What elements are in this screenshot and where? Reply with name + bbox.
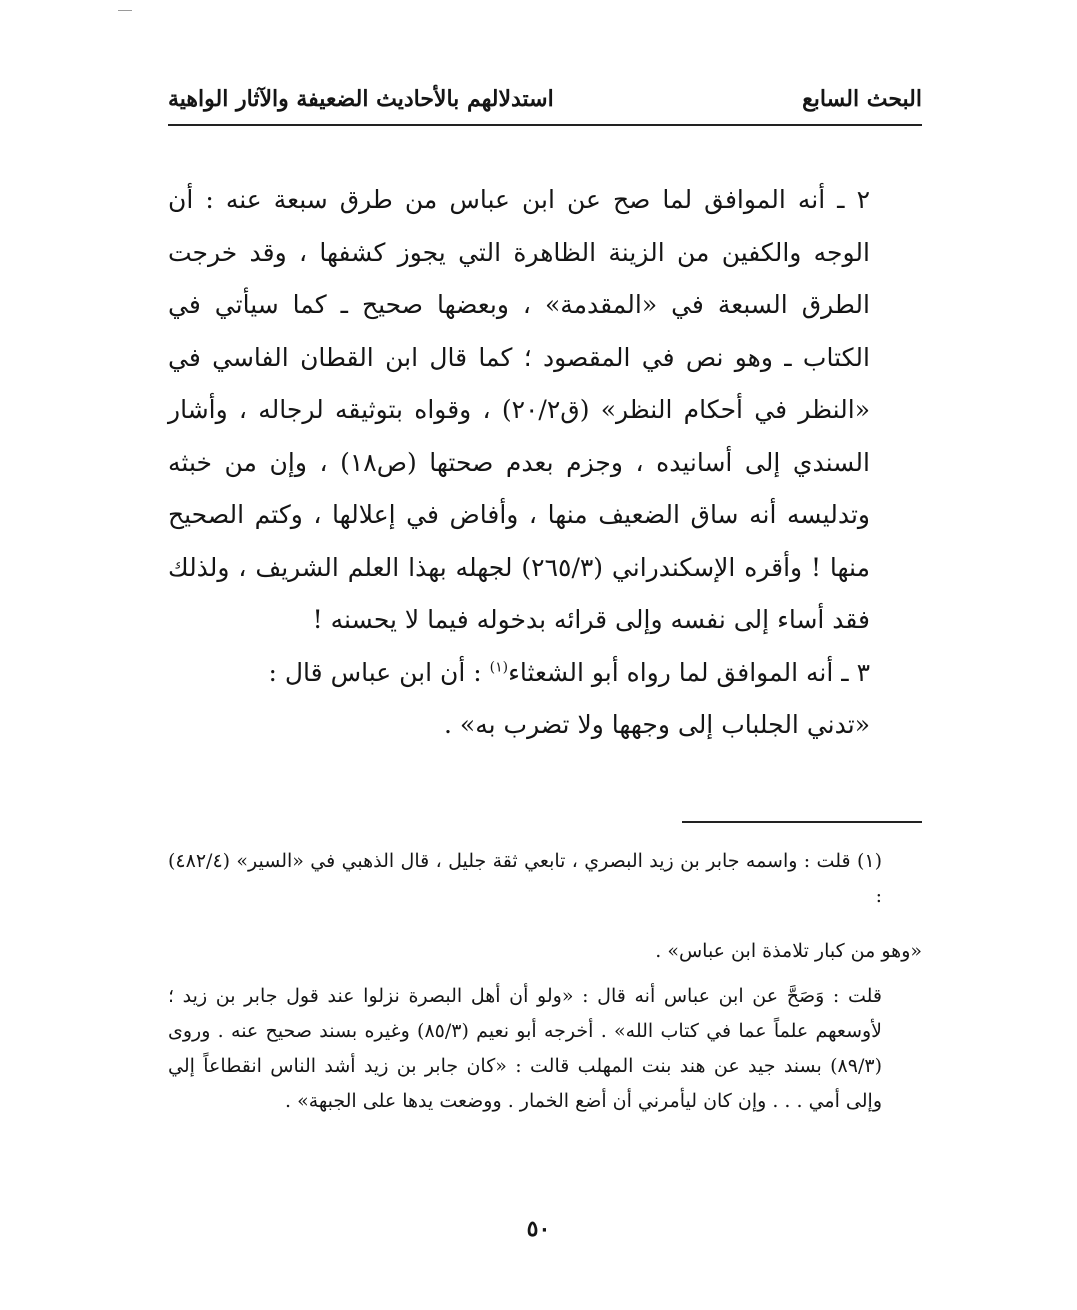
- paragraph-3: [168, 647, 922, 700]
- paragraph-3-text: ٣ ـ أنه الموافق لما رواه أبو الشعثاء: [508, 657, 870, 687]
- footnote-1: (١) قلت : واسمه جابر بن زيد البصري ، تابعي ثقة جليل ، قال الذهبي في «السير» (٤٨٢/٤) :: [168, 850, 882, 907]
- main-text: [168, 174, 922, 752]
- chapter-title: البحث السابع: [802, 86, 922, 112]
- quote-line: «تدني الجلباب إلى وجهها ولا تضرب به» .: [444, 710, 870, 739]
- running-header: [168, 84, 922, 126]
- footnote-1-continued: قلت : وَصَحَّ عن ابن عباس أنه قال : «ولو أن أهل البصرة نزلوا عند قول جابر بن زيد ؛ لأوسعهم علماً عما في كتاب الله» . أخرجه أبو نعيم (٨٥/٣) وغيره بسند صحيح عنه . وروى (٨٩/٣) بسند جيد عن هند بنت المهلب قالت : «كان جابر بن زيد أشد الناس انقطاعاً إلي وإلى أمي . . . وإن كان ليأمرني أن أضع الخمار . ووضعت يدها على الجبهة» .: [168, 985, 882, 1112]
- section-topic: استدلالهم بالأحاديث الضعيفة والآثار الواهية: [168, 86, 554, 112]
- paragraph-2: ٢ ـ أنه الموافق لما صح عن ابن عباس من طرق سبعة عنه : أن الوجه والكفين من الزينة الظاهرة التي يجوز كشفها ، وقد خرجت الطرق السبعة في «المقدمة» ، وبعضها صحيح ـ كما سيأتي في الكتاب ـ وهو نص في المقصود ؛ كما قال ابن القطان الفاسي في «النظر في أحكام النظر» (ق٢٠/٢) ، وقواه بتوثيقه لرجاله ، وأشار السندي إلى أسانيده ، وجزم بعدم صحتها (ص١٨) ، وإن من خبثه وتدليسه أنه ساق الضعيف منها ، وأفاض في إعلالها ، وكتم الصحيح منها ! وأقره الإسكندراني (٢٦٥/٣) لجهله بهذا العلم الشريف ، ولذلك فقد أساء إلى نفسه وإلى قرائه بدخوله فيما لا يحسنه !: [168, 185, 870, 634]
- page-number: ٥٠: [526, 1216, 551, 1242]
- paragraph-3-text-end: : أن ابن عباس قال :: [268, 657, 490, 687]
- scan-mark: [118, 10, 132, 11]
- footnotes: [168, 844, 922, 1119]
- footnote-separator: [682, 821, 922, 823]
- footnote-marker[interactable]: (١): [489, 659, 509, 676]
- footnote-1-quote: «وهو من كبار تلامذة ابن عباس» .: [655, 940, 922, 962]
